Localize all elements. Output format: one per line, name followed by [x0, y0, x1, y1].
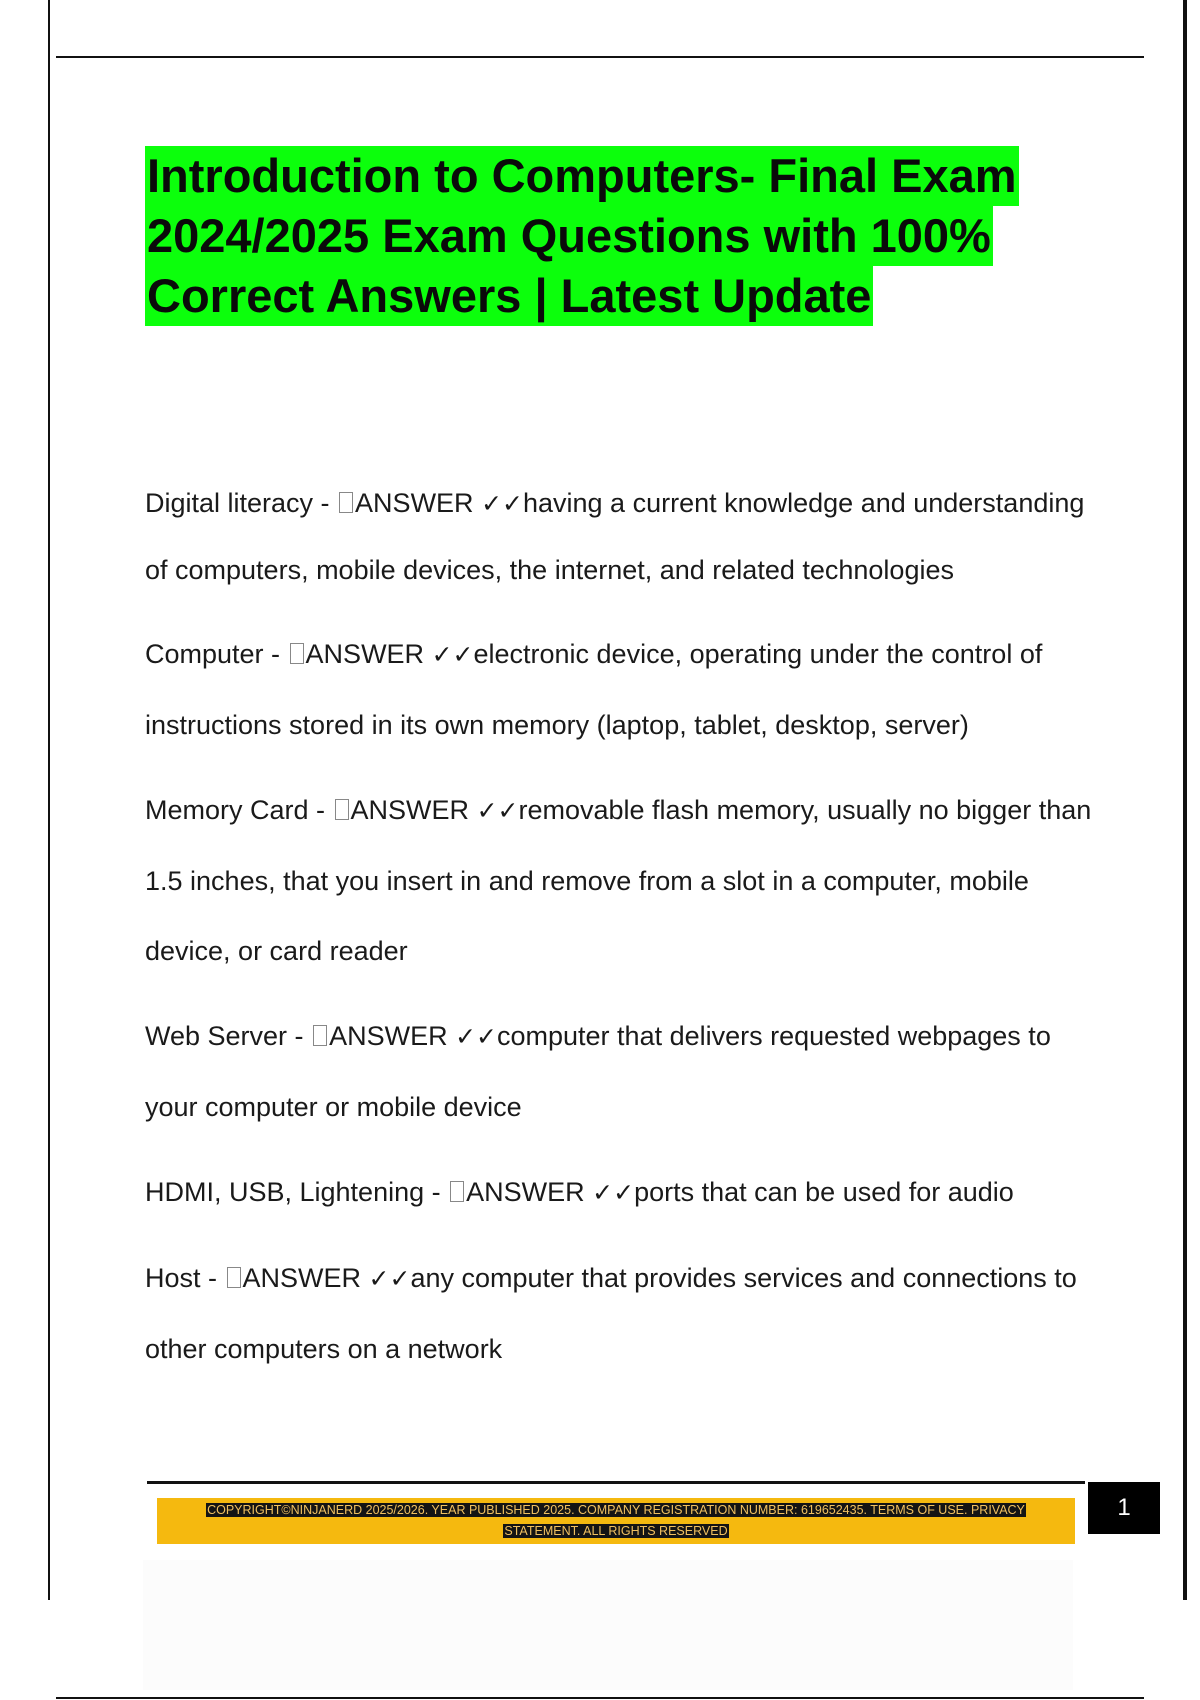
double-check-icon: ✓✓ — [431, 640, 474, 669]
copyright-line-2: STATEMENT. ALL RIGHTS RESERVED — [504, 1524, 728, 1538]
double-check-icon: ✓✓ — [476, 796, 519, 825]
entry-term: Digital literacy - — [145, 488, 338, 518]
entry-definition: ports that can be used for audio — [634, 1177, 1014, 1207]
entry-definition: removable flash memory, usually no bigger than 1.5 inches, that you insert in and remove from a slot in a computer, mobile device, or card reader — [145, 795, 1092, 966]
title-line-1: Introduction to Computers- Final Exam — [145, 146, 1019, 206]
empty-box-icon — [313, 1025, 327, 1046]
empty-box-icon — [450, 1181, 464, 1202]
title-line-3: Correct Answers | Latest Update — [145, 266, 873, 326]
double-check-icon: ✓✓ — [368, 1264, 411, 1293]
qa-entry — [145, 1001, 1105, 1142]
qa-entry — [145, 1243, 1105, 1384]
entry-definition: electronic device, operating under the control of instructions stored in its own memory (laptop, tablet, desktop, server) — [145, 639, 1043, 740]
qa-list — [145, 470, 1105, 1399]
entry-definition: computer that delivers requested webpages to your computer or mobile device — [145, 1021, 1051, 1122]
double-check-icon: ✓✓ — [455, 1022, 497, 1051]
copyright-notice — [157, 1500, 1075, 1542]
bottom-rule — [56, 1697, 1144, 1699]
entry-term: Memory Card - — [145, 795, 333, 825]
empty-box-icon — [227, 1267, 241, 1288]
answer-label: ANSWER — [466, 1177, 585, 1207]
qa-entry — [145, 619, 1105, 760]
title-line-2: 2024/2025 Exam Questions with 100% — [145, 206, 993, 266]
qa-entry — [145, 775, 1105, 986]
empty-box-icon — [335, 799, 349, 820]
qa-entry — [145, 1157, 1105, 1228]
entry-term: Computer - — [145, 639, 288, 669]
document-title — [145, 146, 1065, 326]
copyright-line-1: COPYRIGHT©NINJANERD 2025/2026. YEAR PUBLISHED 2025. COMPANY REGISTRATION NUMBER: 619652435. TERMS OF USE. PRIVACY — [207, 1503, 1025, 1517]
right-border — [1183, 0, 1187, 1600]
answer-label: ANSWER — [242, 1263, 362, 1293]
top-rule — [56, 56, 1144, 58]
faded-next-page-area — [143, 1560, 1073, 1690]
entry-definition: any computer that provides services and connections to other computers on a network — [145, 1263, 1077, 1364]
answer-label: ANSWER — [329, 1021, 448, 1051]
empty-box-icon — [339, 492, 353, 513]
double-check-icon: ✓✓ — [592, 1178, 635, 1207]
page-number: 1 — [1088, 1482, 1160, 1534]
entry-term: Web Server - — [145, 1021, 312, 1051]
answer-label: ANSWER — [355, 488, 474, 518]
entry-definition: having a current knowledge and understanding of computers, mobile devices, the internet, and related technologies — [145, 488, 1085, 585]
qa-entry — [145, 470, 1105, 604]
empty-box-icon — [290, 643, 304, 664]
answer-label: ANSWER — [350, 795, 470, 825]
double-check-icon: ✓✓ — [481, 489, 523, 518]
footer-rule — [147, 1481, 1085, 1484]
entry-term: HDMI, USB, Lightening - — [145, 1177, 449, 1207]
answer-label: ANSWER — [305, 639, 425, 669]
entry-term: Host - — [145, 1263, 225, 1293]
left-border — [48, 0, 50, 1600]
